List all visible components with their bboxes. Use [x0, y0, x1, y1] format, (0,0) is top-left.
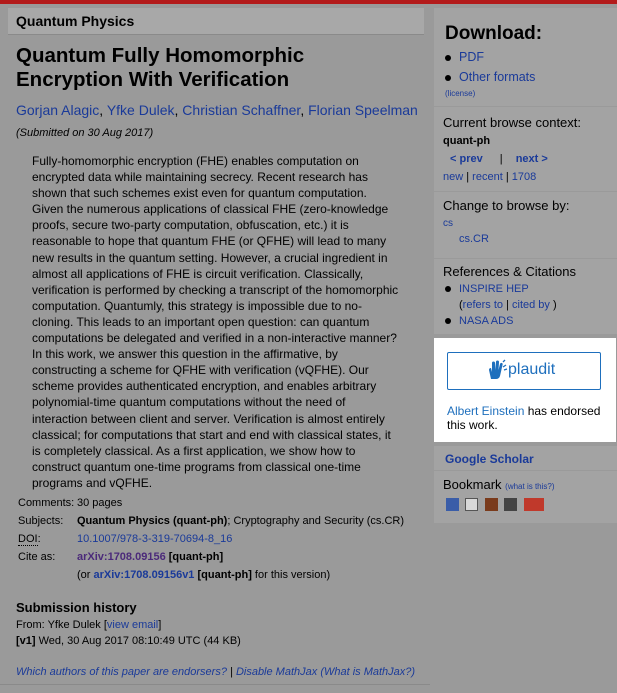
bullet-icon	[445, 75, 451, 81]
abstract: Fully-homomorphic encryption (FHE) enables computation on encrypted data while maintaining secrecy. Recent research has shown that such schemes exist even for quantum computation. Given the numerous applications of classical FHE (zero-knowledge proofs, secure two-party computation, obfuscation, etc.) it is reasonable to hope that quantum FHE (or QFHE) will lead to many new results in the quantum setting. However, a crucial ingredient in almost all applications of FHE is circuit verification. Classically, verification is performed by checking a transcript of the homomorphic computation. Quantumly, this strategy is impossible due to no-cloning. This leads to an important open question: can quantum computations be delegated and verified in a non-interactive manner? In this work, we answer this question in the affirmative, by constructing a scheme for QFHE with verification (vQFHE). Our scheme provides authenticated encryption, and enables arbitrary polynomial-time quantum computations without the need of interaction between client and server. Verification is almost entirely classical; for computations that start and end with classical states, it is completely classical. As a first application, we show how to construct quantum one-time programs from classical one-time programs and vQFHE.	[32, 154, 399, 490]
tools-icon[interactable]	[465, 498, 478, 511]
doi-label-text: DOI	[18, 533, 38, 545]
bookmark-icons	[446, 498, 546, 512]
subject-header	[8, 8, 424, 35]
submission-date: (Submitted on 30 Aug 2017)	[16, 127, 154, 139]
scholar-box	[434, 446, 617, 470]
next-link[interactable]: next >	[515, 153, 548, 165]
prev-link[interactable]: < prev	[450, 153, 483, 165]
inspire-item	[445, 283, 529, 295]
browse-context-box	[434, 107, 617, 191]
endorse-suffix: has endorsed this work.	[447, 404, 601, 432]
other-formats-item	[445, 70, 535, 84]
bullet-icon	[445, 286, 451, 292]
cite-version-link[interactable]: arXiv:1708.09156v1	[93, 569, 195, 581]
pdf-link[interactable]: PDF	[459, 50, 484, 64]
from-suffix: ]	[158, 619, 162, 631]
cite-version-open: (or	[77, 569, 94, 581]
main-content	[0, 4, 430, 693]
comments-label: Comments:	[18, 497, 75, 509]
cite-value	[77, 551, 223, 563]
recent-link[interactable]: recent	[472, 171, 503, 183]
license-link[interactable]: (license)	[445, 89, 476, 98]
browse-list-row	[443, 171, 536, 183]
bullet-icon	[445, 318, 451, 324]
refers-cited-row: (refers to | cited by )	[459, 299, 557, 311]
change-browse-title: Change to browse by:	[443, 198, 570, 213]
submission-from	[16, 619, 161, 631]
nasa-item	[445, 315, 513, 327]
bookmark-title-row	[443, 477, 555, 492]
new-link[interactable]: new	[443, 171, 464, 183]
bibsonomy-icon[interactable]	[446, 498, 459, 511]
footer-sep: |	[226, 666, 236, 678]
subject-header-label: Quantum Physics	[16, 13, 135, 29]
cite-version-close: for this version)	[251, 569, 331, 581]
browse-context-title: Current browse context:	[443, 115, 582, 130]
author-list: Gorjan Alagic, Yfke Dulek, Christian Schaffner, Florian Speelman	[16, 102, 418, 118]
nasa-ads-link[interactable]: NASA ADS	[459, 315, 514, 327]
inspire-link[interactable]: INSPIRE HEP	[459, 283, 529, 295]
subjects-value	[77, 515, 404, 527]
sep: |	[506, 299, 509, 311]
cite-version-category: [quant-ph]	[197, 569, 252, 581]
references-title: References & Citations	[443, 264, 576, 279]
reddit-icon[interactable]	[485, 498, 498, 511]
version-tag: [v1]	[16, 635, 36, 647]
download-box	[434, 8, 617, 106]
paper-title: Quantum Fully Homomorphic Encryption With Verification	[16, 44, 305, 91]
version-v1	[16, 635, 241, 647]
clapping-hands-icon	[486, 359, 508, 381]
what-is-this-link[interactable]: (what is this?)	[505, 482, 555, 491]
view-email-link[interactable]: view email	[106, 619, 159, 631]
endorsers-link[interactable]: Which authors of this paper are endorsers?	[16, 666, 227, 678]
cited-by-link[interactable]: cited by	[512, 299, 550, 311]
author-link[interactable]: Florian Speelman	[308, 102, 418, 118]
author-link[interactable]: Yfke Dulek	[106, 102, 175, 118]
footer-divider	[0, 684, 430, 685]
disable-mathjax-link[interactable]: Disable MathJax	[235, 666, 318, 678]
endorsement-text	[447, 404, 607, 432]
footer-links	[16, 666, 415, 678]
google-scholar-link[interactable]: Google Scholar	[445, 452, 534, 466]
author-link[interactable]: Gorjan Alagic	[16, 102, 100, 118]
what-is-mathjax-link[interactable]: (What is MathJax?)	[320, 666, 416, 678]
cite-label: Cite as:	[18, 551, 56, 563]
bullet-icon	[445, 55, 451, 61]
context-category: quant-ph	[443, 135, 491, 147]
author-link[interactable]: Christian Schaffner	[182, 102, 301, 118]
version-details: Wed, 30 Aug 2017 08:10:49 UTC (44 KB)	[35, 635, 241, 647]
comments-value: 30 pages	[77, 497, 123, 509]
refers-to-link[interactable]: refers to	[462, 299, 504, 311]
sep: |	[505, 171, 509, 183]
month-link[interactable]: 1708	[511, 171, 537, 183]
bookmark-box	[434, 471, 617, 523]
plaudit-button[interactable]	[447, 352, 601, 390]
from-prefix: From: Yfke Dulek [	[16, 619, 107, 631]
pdf-item	[445, 50, 484, 64]
prev-next-row	[450, 153, 548, 165]
prev-next-sep: |	[499, 153, 503, 165]
mendeley-icon[interactable]	[504, 498, 517, 511]
doi-link[interactable]: 10.1007/978-3-319-70694-8_16	[77, 533, 233, 545]
other-formats-link[interactable]: Other formats	[459, 70, 536, 84]
cite-version-value	[77, 569, 330, 581]
bookmark-title: Bookmark	[443, 477, 502, 492]
doi-label	[18, 533, 76, 545]
cite-arxiv-id[interactable]: arXiv:1708.09156	[77, 551, 166, 563]
plaudit-label: plaudit	[508, 361, 556, 378]
sep: |	[466, 171, 470, 183]
sidebar	[430, 4, 617, 693]
cs-link[interactable]: cs	[443, 218, 453, 229]
secondary-subjects: ; Cryptography and Security (cs.CR)	[227, 515, 405, 527]
endorser-link[interactable]: Albert Einstein	[447, 404, 525, 418]
cs-cr-link[interactable]: cs.CR	[459, 233, 489, 245]
references-box	[434, 259, 617, 334]
cite-category: [quant-ph]	[168, 551, 224, 563]
primary-subject: Quantum Physics (quant-ph)	[77, 515, 228, 527]
submission-history-title: Submission history	[16, 600, 137, 615]
change-browse-box	[434, 192, 617, 258]
sciencewise-icon[interactable]	[524, 498, 544, 511]
download-title: Download:	[445, 23, 543, 44]
doi-colon: :	[37, 533, 41, 545]
plaudit-widget	[434, 338, 616, 442]
subjects-label: Subjects:	[18, 515, 64, 527]
